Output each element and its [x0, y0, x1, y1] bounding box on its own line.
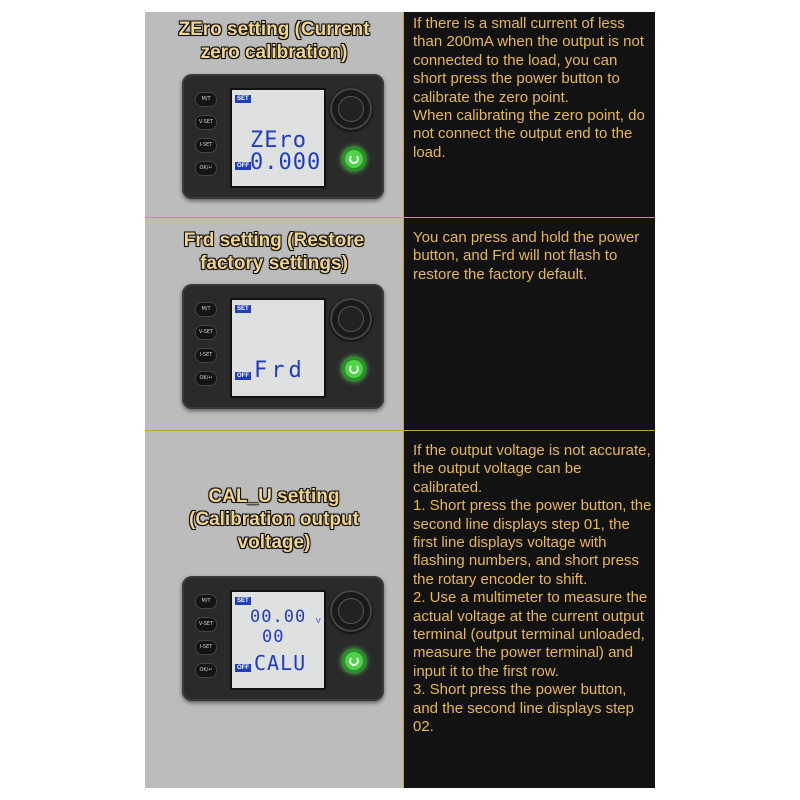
rotary-encoder-knob	[330, 88, 372, 130]
power-button-icon	[342, 649, 366, 673]
power-supply-device	[182, 284, 384, 409]
vset-button: V-SET	[195, 325, 217, 340]
lcd-screen	[230, 88, 326, 188]
description-paragraph: If the output voltage is not accurate, the output voltage can be calibrated.	[413, 442, 651, 496]
section-title-frd	[145, 229, 403, 275]
section-title-calu	[145, 485, 403, 554]
vset-button: V-SET	[195, 115, 217, 130]
lcd-line-2: Frd	[254, 358, 306, 383]
title-line: factory settings)	[200, 253, 348, 274]
mode-button: M/T	[195, 594, 217, 609]
description-paragraph: 3. Short press the power button, and the second line displays step 02.	[413, 681, 634, 736]
power-supply-device	[182, 74, 384, 199]
power-button-icon	[342, 357, 366, 381]
rotary-encoder-knob	[330, 298, 372, 340]
lcd-screen	[230, 590, 326, 690]
section-divider	[145, 217, 655, 218]
title-line: CAL_U setting	[208, 486, 340, 507]
section-divider	[145, 430, 655, 431]
set-indicator: SET	[237, 96, 249, 102]
description-paragraph: When calibrating the zero point, do not connect the output end to the load.	[413, 107, 645, 161]
lcd-line-3: CALU	[254, 651, 307, 675]
rotary-encoder-knob	[330, 590, 372, 632]
section-description-zero	[413, 15, 653, 162]
title-line: zero calibration)	[200, 42, 348, 63]
set-indicator: SET	[237, 306, 249, 312]
lcd-line-2: 0.000	[250, 150, 322, 175]
vset-button: V-SET	[195, 617, 217, 632]
iset-button: I-SET	[195, 640, 217, 655]
power-button-icon	[342, 147, 366, 171]
set-indicator: SET	[237, 598, 249, 604]
description-paragraph: If there is a small current of less than 200mA when the output is not connected to the load, you can short press the power button to calibrate the zero point.	[413, 15, 644, 106]
section-description-calu	[413, 442, 653, 737]
ok-button: OK/↵	[195, 161, 217, 176]
volt-unit: V	[316, 618, 321, 625]
description-paragraph: 1. Short press the power button, the second line displays step 01, the first line displays voltage with flashing numbers, and short press the rotary encoder to shift.	[413, 497, 652, 588]
off-indicator: OFF	[237, 665, 249, 671]
column-divider	[403, 12, 404, 788]
section-description-frd	[413, 229, 653, 284]
title-line: ZEro setting (Current	[178, 19, 370, 40]
ok-button: OK/↵	[195, 371, 217, 386]
ok-button: OK/↵	[195, 663, 217, 678]
title-line: (Calibration output	[189, 509, 359, 530]
title-line: Frd setting (Restore	[183, 230, 365, 251]
lcd-line-1: ZEro	[250, 128, 307, 153]
power-supply-device	[182, 576, 384, 701]
lcd-line-2: 00	[262, 627, 285, 647]
title-line: voltage)	[237, 532, 311, 553]
iset-button: I-SET	[195, 348, 217, 363]
description-paragraph: You can press and hold the power button, and Frd will not flash to restore the factory default.	[413, 229, 640, 283]
lcd-screen	[230, 298, 326, 398]
iset-button: I-SET	[195, 138, 217, 153]
mode-button: M/T	[195, 302, 217, 317]
section-title-zero	[145, 18, 403, 64]
mode-button: M/T	[195, 92, 217, 107]
lcd-line-1: 00.00	[250, 607, 307, 627]
off-indicator: OFF	[237, 373, 249, 379]
off-indicator: OFF	[237, 163, 249, 169]
instruction-panel	[145, 12, 655, 788]
description-paragraph: 2. Use a multimeter to measure the actual voltage at the current output terminal (output terminal unloaded, measure the power terminal) and input it to the first row.	[413, 589, 648, 680]
